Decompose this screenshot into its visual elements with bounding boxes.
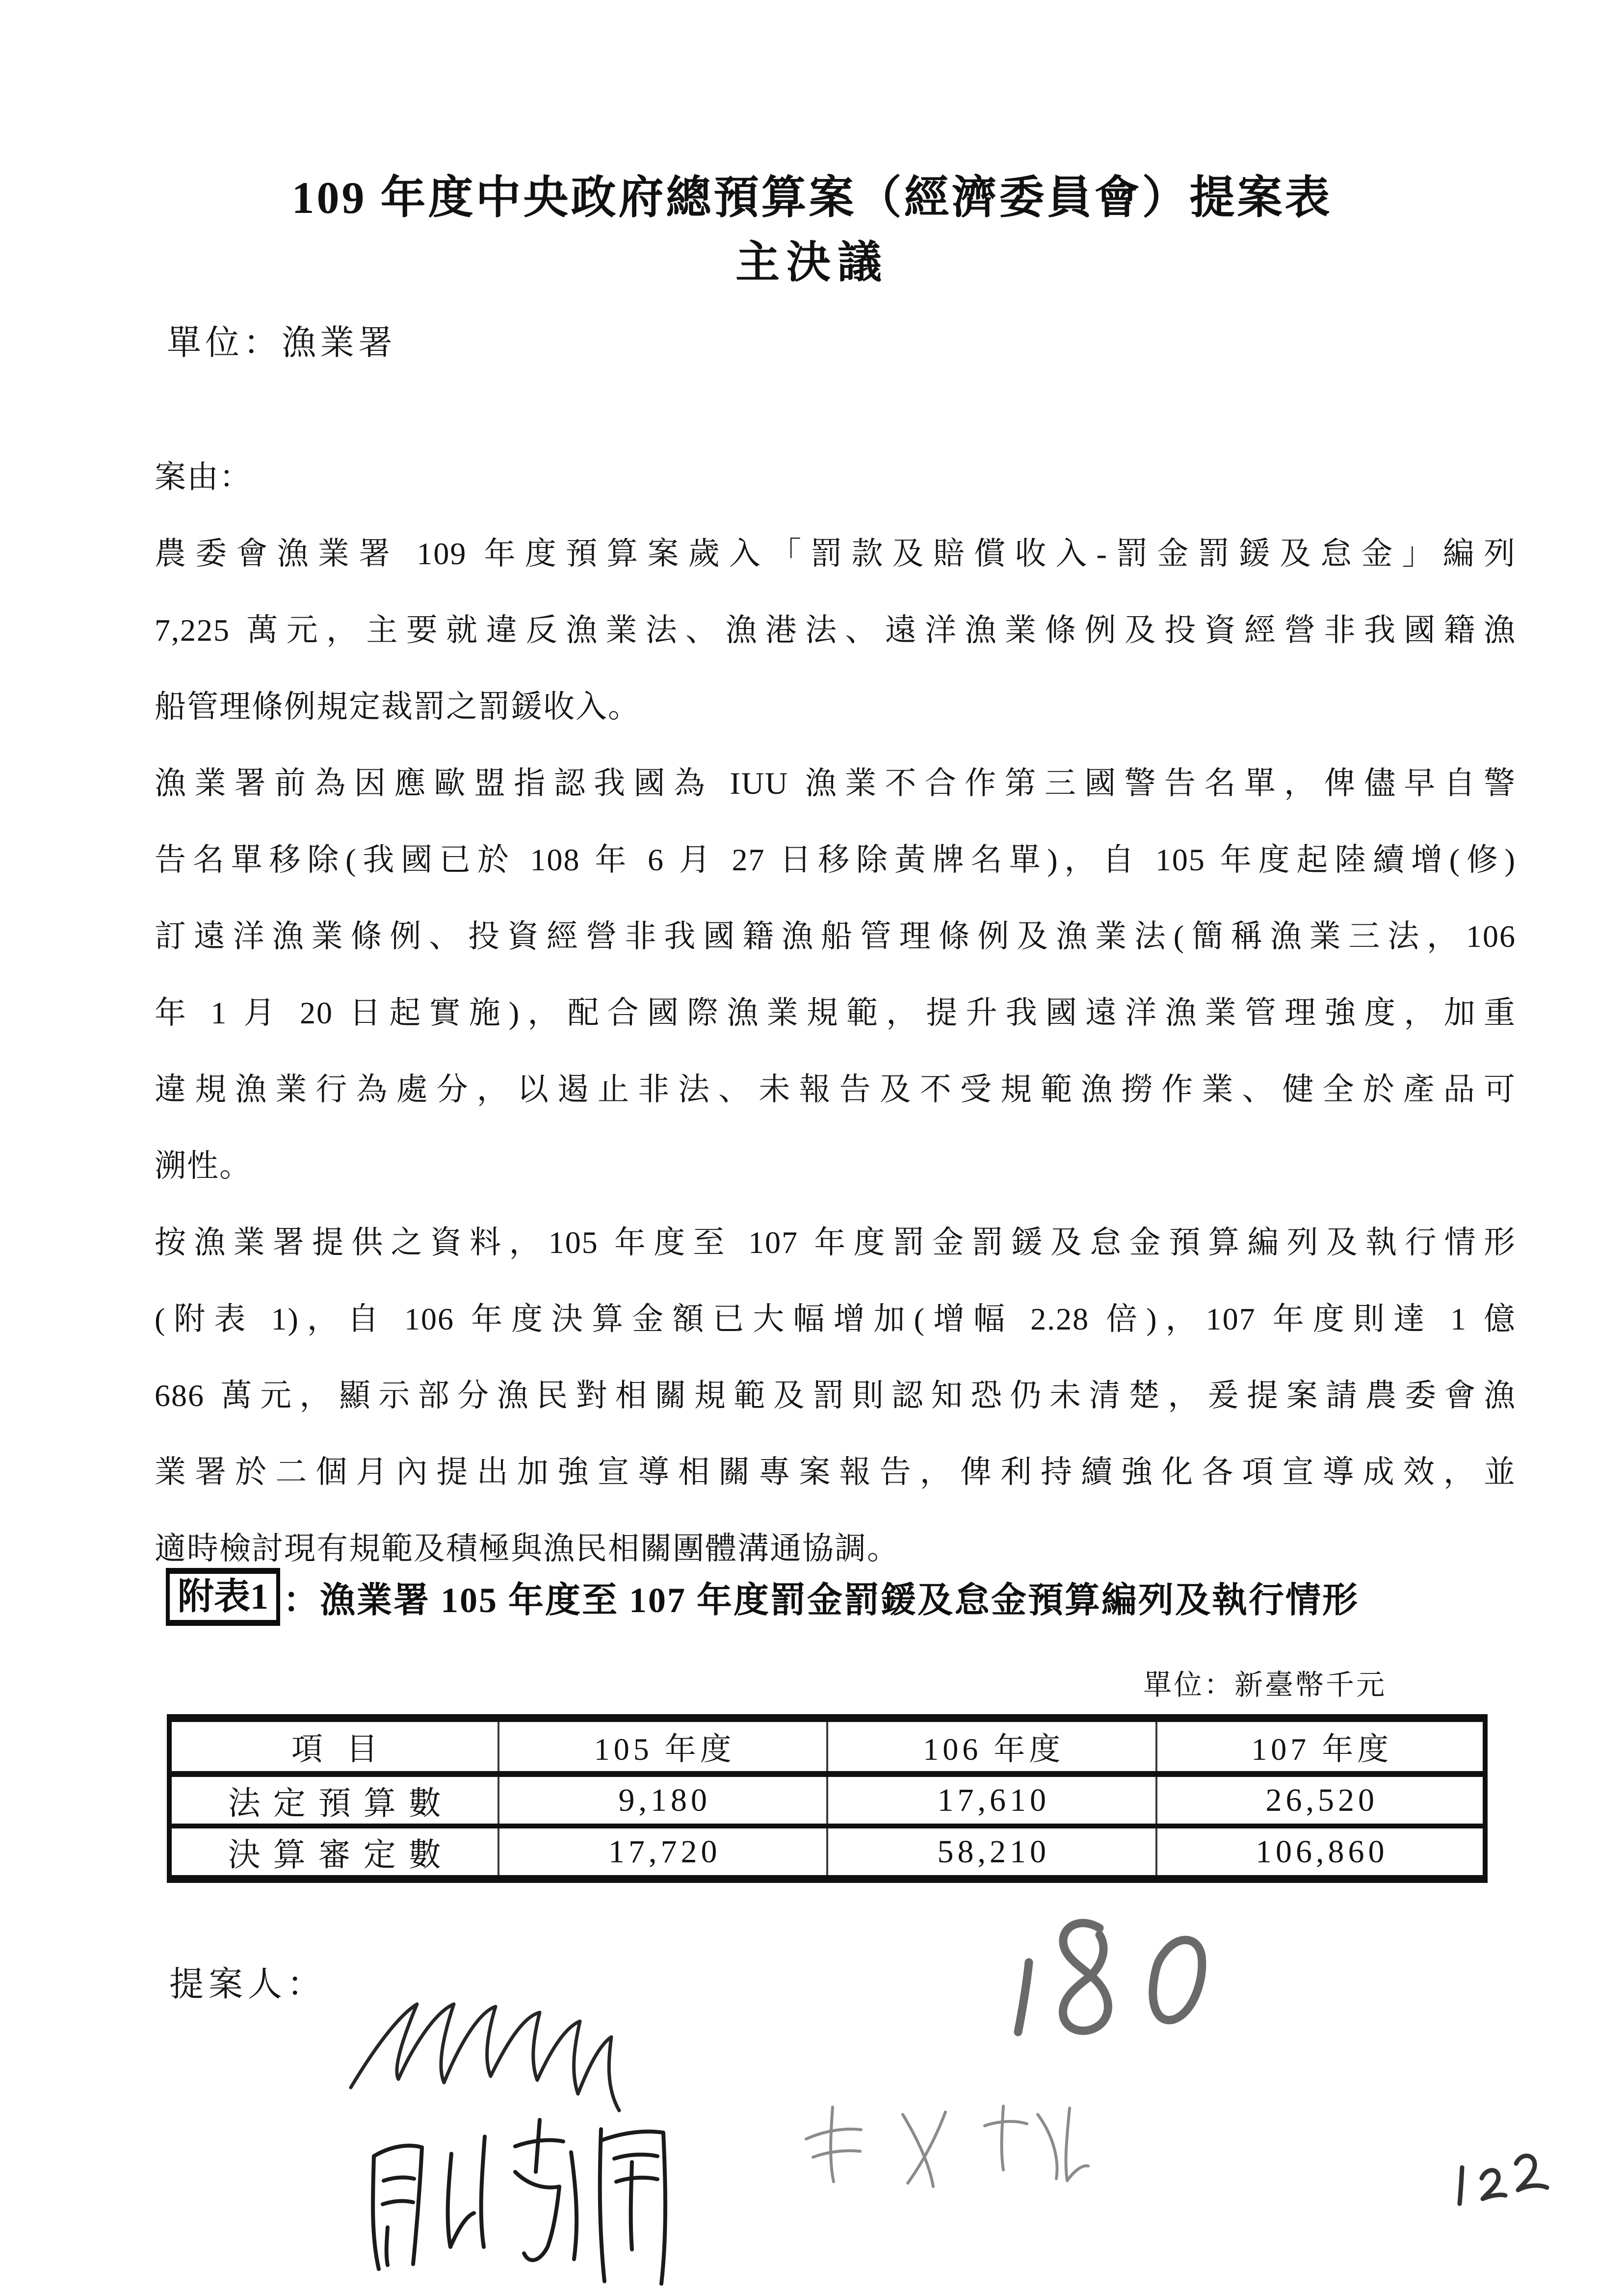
body-line: 適時檢討現有規範及積極與漁民相關團體溝通協調。 (155, 1531, 899, 1566)
body-line: 年 1 月 20 日起實施)，配合國際漁業規範，提升我國遠洋漁業管理強度，加重 (155, 995, 1516, 1030)
cell-value: 9,180 (498, 1774, 828, 1826)
attachment-heading (166, 1568, 1359, 1626)
case-body (155, 439, 1516, 1587)
page-subtitle: 主決議 (735, 238, 889, 287)
body-line: 告名單移除(我國已於 108 年 6 月 27 日移除黃牌名單)，自 105 年度起陸續增(修) (155, 842, 1516, 877)
cell-value: 58,210 (827, 1826, 1156, 1879)
proposer-signature-1 (339, 1982, 692, 2124)
cell-value: 17,610 (827, 1774, 1156, 1826)
body-line: (附表 1)，自 106 年度決算金額已大幅增加(增幅 2.28 倍)，107 年度則達 1 億 (155, 1302, 1516, 1336)
body-line: 按漁業署提供之資料，105 年度至 107 年度罰金罰鍰及怠金預算編列及執行情形 (155, 1225, 1516, 1260)
cell-value: 17,720 (498, 1826, 828, 1879)
body-line: 違規漁業行為處分，以遏止非法、未報告及不受規範漁撈作業、健全於產品可 (155, 1072, 1516, 1107)
currency-unit-note: 單位：新臺幣千元 (1143, 1669, 1387, 1701)
handwritten-number-180 (1003, 1913, 1214, 2041)
row-label: 法定預算數 (169, 1774, 498, 1826)
attachment-tag-box: 附表1 (166, 1568, 280, 1626)
cell-value: 106,860 (1156, 1826, 1486, 1879)
table-row (169, 1826, 1485, 1879)
proposer-signature-2 (353, 2107, 707, 2289)
body-line: 686 萬元，顯示部分漁民對相關規範及罰則認知恐仍未清楚，爰提案請農委會漁 (155, 1378, 1516, 1413)
agency-line: 單位：漁業署 (167, 324, 396, 362)
body-line: 溯性。 (155, 1148, 252, 1183)
review-scribble (792, 2092, 1146, 2195)
body-line: 業署於二個月內提出加強宣導相關專案報告，俾利持續強化各項宣導成效，並 (155, 1455, 1516, 1489)
case-label: 案由： (155, 460, 252, 495)
proposer-label: 提案人： (169, 1966, 326, 2004)
column-header-fy107: 107 年度 (1156, 1718, 1486, 1774)
body-line: 7,225 萬元，主要就違反漁業法、漁港法、遠洋漁業條例及投資經營非我國籍漁 (155, 613, 1516, 648)
column-header-fy106: 106 年度 (827, 1718, 1156, 1774)
page-number-122 (1447, 2149, 1555, 2213)
budget-table (167, 1714, 1488, 1883)
row-label: 決算審定數 (169, 1826, 498, 1879)
column-header-fy105: 105 年度 (498, 1718, 828, 1774)
body-line: 訂遠洋漁業條例、投資經營非我國籍漁船管理條例及漁業法(簡稱漁業三法，106 (155, 919, 1516, 954)
table-row (169, 1774, 1485, 1826)
cell-value: 26,520 (1156, 1774, 1486, 1826)
body-line: 船管理條例規定裁罰之罰鍰收入。 (155, 689, 640, 724)
attachment-title: ：漁業署 105 年度至 107 年度罰金罰鍰及怠金預算編列及執行情形 (283, 1581, 1360, 1620)
body-line: 農委會漁業署 109 年度預算案歲入「罰款及賠償收入-罰金罰鍰及怠金」編列 (155, 536, 1516, 571)
column-header-item: 項目 (169, 1718, 498, 1774)
body-line: 漁業署前為因應歐盟指認我國為 IUU 漁業不合作第三國警告名單，俾儘早自警 (155, 766, 1516, 801)
page-title: 109 年度中央政府總預算案（經濟委員會）提案表 (291, 173, 1333, 223)
table-header-row (169, 1718, 1485, 1774)
